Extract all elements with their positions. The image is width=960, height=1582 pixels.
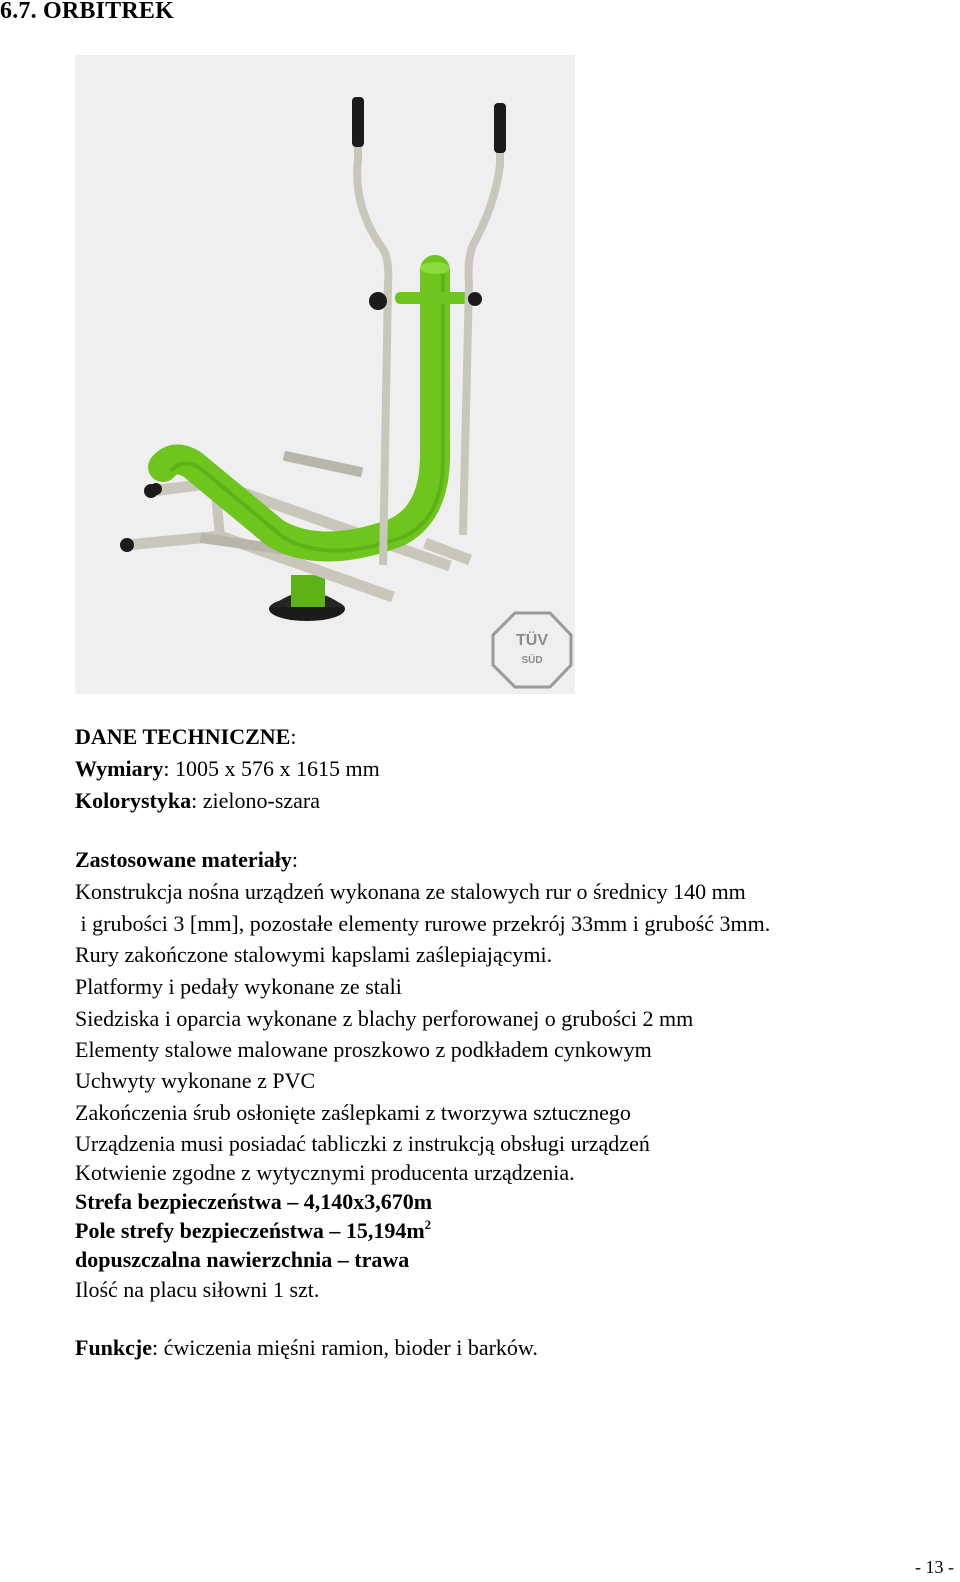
tech-title: DANE TECHNICZNE:	[75, 724, 297, 749]
material-line: i grubości 3 [mm], pozostałe elementy rurowe przekrój 33mm i grubość 3mm.	[75, 911, 771, 936]
material-line: Siedziska i oparcia wykonane z blachy perforowanej o grubości 2 mm	[75, 1006, 694, 1031]
material-line: Uchwyty wykonane z PVC	[75, 1068, 316, 1093]
color-scheme: Kolorystyka: zielono-szara	[75, 788, 320, 813]
orbitrek-illustration	[75, 55, 575, 694]
material-line: Rury zakończone stalowymi kapslami zaślepiającymi.	[75, 942, 553, 967]
material-line: Platformy i pedały wykonane ze stali	[75, 974, 402, 999]
badge-bottom-text: SÜD	[521, 655, 543, 666]
material-line: Kotwienie zgodne z wytycznymi producenta urządzenia.	[75, 1160, 575, 1185]
material-line: Elementy stalowe malowane proszkowo z podkładem cynkowym	[75, 1037, 652, 1062]
surface: dopuszczalna nawierzchnia – trawa	[75, 1247, 410, 1272]
badge-top-text: TÜV	[516, 632, 548, 649]
material-line: Konstrukcja nośna urządzeń wykonana ze stalowych rur o średnicy 140 mm	[75, 879, 746, 904]
safety-zone: Strefa bezpieczeństwa – 4,140x3,670m	[75, 1189, 433, 1214]
material-line: Zakończenia śrub osłonięte zaślepkami z tworzywa sztucznego	[75, 1100, 631, 1125]
dimensions: Wymiary: 1005 x 576 x 1615 mm	[75, 756, 380, 781]
section-heading: 6.7. ORBITREK	[0, 0, 174, 24]
materials-title: Zastosowane materiały:	[75, 847, 299, 872]
quantity: Ilość na placu siłowni 1 szt.	[75, 1277, 320, 1302]
functions: Funkcje: ćwiczenia mięśni ramion, bioder i barków.	[75, 1335, 538, 1360]
product-image	[75, 55, 575, 694]
safety-area: Pole strefy bezpieczeństwa – $15,194m^2$	[75, 1217, 432, 1243]
page-number: - 13 -	[915, 1557, 954, 1577]
material-line: Urządzenia musi posiadać tabliczki z instrukcją obsługi urządzeń	[75, 1131, 650, 1156]
